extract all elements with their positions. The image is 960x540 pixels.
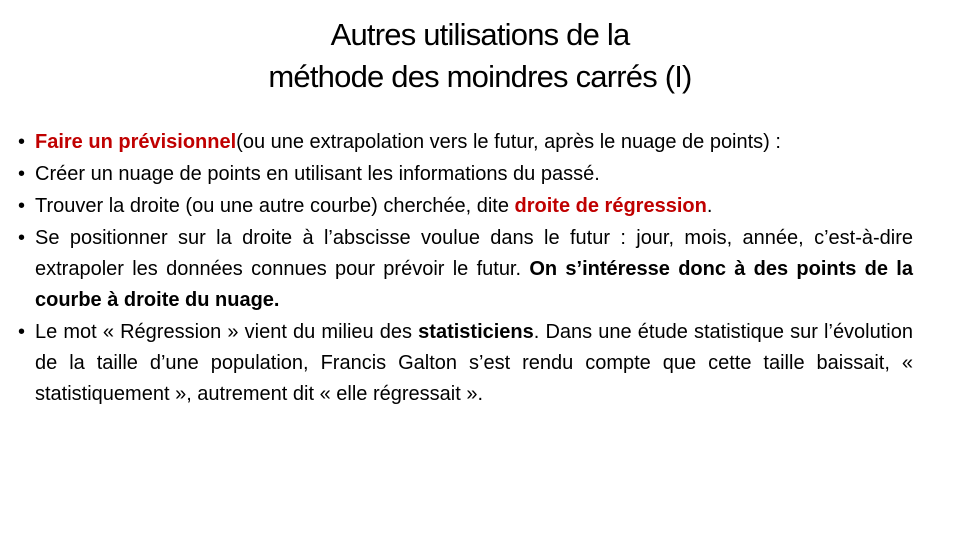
bullet-text-segment: Trouver la droite (ou une autre courbe) cherchée, dite <box>35 195 515 217</box>
bullet-text-segment: . Dans une étude statistique sur l’évolution de la taille d’une population, Francis Galton s’est rendu compte que cette taille baissait, « statistiquement », autrement dit « elle régressait ». <box>35 321 913 405</box>
bullet-text-segment: . <box>706 195 713 217</box>
bullet-text-segment: Faire un prévisionnel <box>35 131 237 153</box>
bullet-marker: • <box>18 131 26 153</box>
bullet-list <box>18 127 913 411</box>
bullet-text-segment: droite de régression <box>514 195 707 217</box>
bullet-marker: • <box>18 321 26 343</box>
title-line-1: Autres utilisations de la <box>330 17 630 52</box>
slide-title <box>120 14 840 98</box>
bullet-item <box>18 159 913 190</box>
bullet-text-segment: On s’intéresse donc à des points de la courbe à droite du nuage. <box>35 258 913 311</box>
bullet-marker: • <box>18 227 26 249</box>
bullet-text-segment: Créer un nuage de points en utilisant les informations du passé. <box>35 163 600 185</box>
bullet-item <box>18 127 913 158</box>
bullet-item <box>18 317 913 410</box>
bullet-marker: • <box>18 195 26 217</box>
bullet-marker: • <box>18 163 26 185</box>
bullet-item <box>18 223 913 316</box>
bullet-text-segment: Se positionner sur la droite à l’abscisse voulue dans le futur : jour, mois, année, c’est-à-dire extrapoler les données connues pour prévoir le futur. <box>35 227 913 280</box>
bullet-text-segment: statisticiens <box>418 321 534 343</box>
title-line-2: méthode des moindres carrés (I) <box>268 59 692 94</box>
bullet-text-segment: (ou une extrapolation vers le futur, après le nuage de points) : <box>236 131 781 153</box>
bullet-text-segment: Le mot « Régression » vient du milieu des <box>35 321 419 343</box>
bullet-item <box>18 191 913 222</box>
